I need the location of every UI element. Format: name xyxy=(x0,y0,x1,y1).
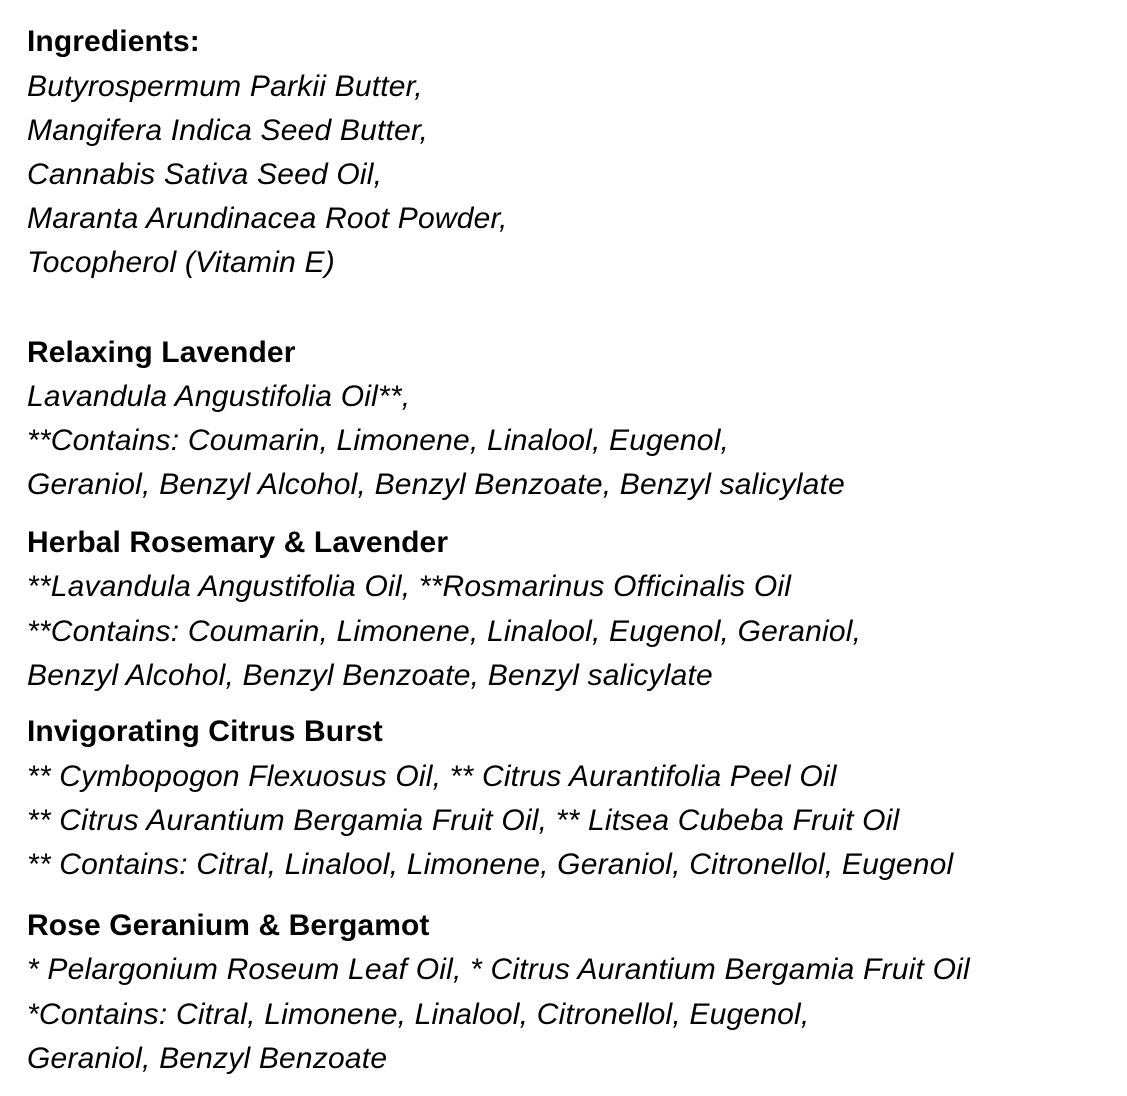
ingredient-line: Maranta Arundinacea Root Powder, xyxy=(27,202,508,235)
variant-line: * Pelargonium Roseum Leaf Oil, * Citrus Aurantium Bergamia Fruit Oil xyxy=(27,953,970,986)
variant-line: *Contains: Citral, Limonene, Linalool, Citronellol, Eugenol, xyxy=(27,998,810,1031)
variant-line: Benzyl Alcohol, Benzyl Benzoate, Benzyl salicylate xyxy=(27,659,713,692)
ingredient-line: Tocopherol (Vitamin E) xyxy=(27,246,335,279)
ingredient-line: Mangifera Indica Seed Butter, xyxy=(27,114,429,147)
variant-line: ** Citrus Aurantium Bergamia Fruit Oil, ** Litsea Cubeba Fruit Oil xyxy=(27,804,900,837)
variant-line: **Lavandula Angustifolia Oil, **Rosmarinus Officinalis Oil xyxy=(27,570,792,603)
variant-line: ** Cymbopogon Flexuosus Oil, ** Citrus Aurantifolia Peel Oil xyxy=(27,760,837,793)
variant-line: ** Contains: Citral, Linalool, Limonene, Geraniol, Citronellol, Eugenol xyxy=(27,848,954,881)
variant-line: Lavandula Angustifolia Oil**, xyxy=(27,380,411,413)
variant-heading: Invigorating Citrus Burst xyxy=(27,715,383,748)
ingredients-heading: Ingredients: xyxy=(27,25,200,58)
variant-heading: Rose Geranium & Bergamot xyxy=(27,909,430,942)
variant-line: Geraniol, Benzyl Alcohol, Benzyl Benzoate, Benzyl salicylate xyxy=(27,468,845,501)
variant-heading: Herbal Rosemary & Lavender xyxy=(27,526,449,559)
variant-line: **Contains: Coumarin, Limonene, Linalool, Eugenol, xyxy=(27,424,730,457)
ingredient-line: Cannabis Sativa Seed Oil, xyxy=(27,158,383,191)
variant-line: Geraniol, Benzyl Benzoate xyxy=(27,1042,388,1075)
variant-line: **Contains: Coumarin, Limonene, Linalool, Eugenol, Geraniol, xyxy=(27,615,862,648)
ingredient-line: Butyrospermum Parkii Butter, xyxy=(27,70,423,103)
variant-heading: Relaxing Lavender xyxy=(27,336,296,369)
